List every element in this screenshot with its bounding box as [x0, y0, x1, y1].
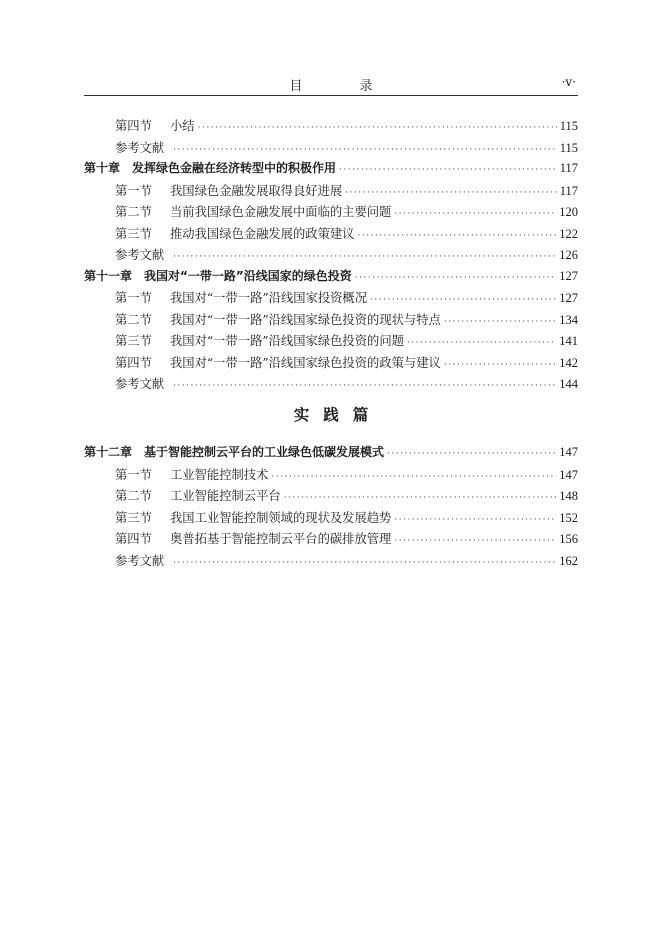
toc-section-row[interactable] [84, 181, 578, 203]
toc-section-row[interactable] [84, 486, 578, 508]
dot-leader [271, 472, 556, 482]
toc-section-row[interactable] [84, 551, 578, 573]
toc-section-row[interactable] [84, 529, 578, 551]
toc-page-number: 120 [559, 205, 578, 219]
toc-chapter-row[interactable] [84, 267, 578, 289]
toc-section-row[interactable] [84, 116, 578, 138]
toc-page-number: 115 [559, 119, 578, 133]
dot-leader [173, 381, 556, 391]
toc-section-row[interactable] [84, 353, 578, 375]
toc-section-row[interactable] [84, 508, 578, 530]
dot-leader [370, 295, 556, 305]
toc-entry-title: 我国工业智能控制领域的现状及发展趋势 [170, 510, 392, 525]
toc-entry-number: 参考文献 [115, 248, 165, 262]
toc-section-row[interactable] [84, 310, 578, 332]
toc-section-row[interactable] [84, 374, 578, 396]
dot-leader [355, 273, 556, 283]
toc-page-number: 152 [559, 510, 578, 525]
dot-leader [387, 449, 556, 459]
dot-leader [407, 338, 556, 348]
toc-entry-title: 我国对“一带一路”沿线国家绿色投资的政策与建议 [170, 355, 441, 370]
toc-chapter-row[interactable] [84, 159, 578, 181]
toc-section-row[interactable] [84, 331, 578, 353]
toc-page-number: 147 [559, 467, 578, 482]
toc-page-number: 142 [559, 355, 578, 370]
toc-entry-title: 小结 [170, 119, 195, 133]
toc-entry-title: 我国对“一带一路”沿线国家绿色投资的现状与特点 [170, 312, 441, 327]
toc-entry-title: 基于智能控制云平台的工业绿色低碳发展模式 [144, 445, 385, 459]
toc-entry-title: 工业智能控制云平台 [170, 489, 281, 503]
table-of-contents-bottom [84, 443, 578, 572]
header-title: 目 录 [289, 79, 395, 94]
dot-leader [173, 145, 557, 155]
toc-section-row[interactable] [84, 465, 578, 487]
toc-entry-number: 第二节 [115, 205, 152, 219]
toc-page-number: 122 [559, 226, 578, 241]
toc-entry-number: 第三节 [115, 226, 152, 241]
toc-page-number: 147 [559, 445, 578, 459]
toc-entry-number: 第二节 [115, 312, 152, 327]
toc-page-number: 148 [559, 489, 578, 503]
toc-entry-title: 我国对“一带一路”沿线国家投资概况 [170, 291, 368, 305]
toc-entry-title: 我国对“一带一路”沿线国家的绿色投资 [144, 268, 352, 283]
running-header [84, 75, 578, 96]
toc-entry-number: 第一节 [115, 183, 152, 198]
dot-leader [394, 515, 556, 525]
toc-page-number: 115 [559, 140, 578, 155]
toc-entry-number: 第一节 [115, 291, 152, 305]
toc-entry-number: 第十二章 [84, 445, 133, 459]
toc-page-number: 127 [559, 268, 578, 283]
dot-leader [394, 209, 556, 219]
toc-chapter-row[interactable] [84, 443, 578, 465]
toc-section-row[interactable] [84, 245, 578, 267]
dot-leader [339, 165, 557, 175]
toc-entry-number: 第三节 [115, 334, 152, 348]
toc-entry-title: 工业智能控制技术 [170, 467, 269, 482]
toc-section-row[interactable] [84, 202, 578, 224]
toc-entry-title: 推动我国绿色金融发展的政策建议 [170, 226, 355, 241]
dot-leader [173, 558, 556, 568]
toc-entry-number: 第四节 [115, 532, 152, 546]
dot-leader [357, 231, 556, 241]
toc-entry-number: 第二节 [115, 489, 152, 503]
toc-entry-number: 第十一章 [84, 268, 133, 283]
toc-entry-title: 当前我国绿色金融发展中面临的主要问题 [170, 205, 392, 219]
table-of-contents-top [84, 116, 578, 396]
dot-leader [345, 188, 557, 198]
toc-entry-number: 参考文献 [115, 377, 165, 391]
toc-page-number: 162 [559, 553, 578, 568]
part-title: 实践篇 [293, 406, 383, 424]
dot-leader [284, 493, 557, 503]
toc-entry-title: 奥普拓基于智能控制云平台的碳排放管理 [170, 532, 392, 546]
toc-entry-number: 第一节 [115, 467, 152, 482]
toc-section-row[interactable] [84, 288, 578, 310]
dot-leader [394, 536, 556, 546]
toc-entry-title: 我国绿色金融发展取得良好进展 [170, 183, 343, 198]
toc-page-number: 134 [559, 312, 578, 327]
toc-entry-number: 参考文献 [115, 140, 165, 155]
toc-page-number: 141 [559, 334, 578, 348]
toc-entry-number: 第十章 [84, 161, 121, 175]
toc-entry-title: 发挥绿色金融在经济转型中的积极作用 [132, 161, 337, 175]
toc-page-number: 126 [559, 248, 578, 262]
dot-leader [173, 252, 556, 262]
header-page-number: ·v· [561, 75, 576, 89]
toc-page-number: 117 [559, 183, 578, 198]
dot-leader [444, 360, 556, 370]
toc-section-row[interactable] [84, 224, 578, 246]
toc-entry-number: 第四节 [115, 355, 152, 370]
toc-page-number: 144 [559, 377, 578, 391]
toc-entry-number: 第三节 [115, 510, 152, 525]
toc-entry-title: 我国对“一带一路”沿线国家绿色投资的问题 [170, 334, 404, 348]
toc-page-number: 156 [559, 532, 578, 546]
dot-leader [444, 317, 556, 327]
toc-page-number: 117 [559, 161, 578, 175]
toc-page-number: 127 [559, 291, 578, 305]
toc-section-row[interactable] [84, 138, 578, 160]
toc-entry-number: 第四节 [115, 119, 152, 133]
dot-leader [198, 123, 557, 133]
toc-entry-number: 参考文献 [115, 553, 165, 568]
